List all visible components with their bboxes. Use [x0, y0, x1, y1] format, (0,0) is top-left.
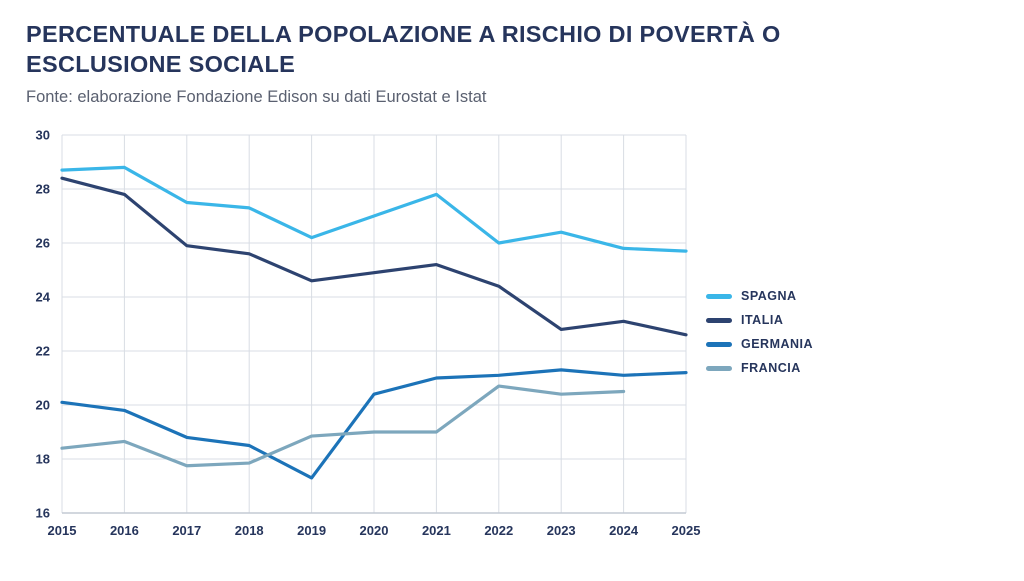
chart-legend: [706, 284, 906, 380]
legend-swatch-spagna: [706, 294, 732, 299]
legend-item-italia[interactable]: [706, 308, 906, 332]
x-axis-tick-label: 2019: [297, 523, 327, 538]
y-axis-tick-label: 16: [35, 505, 50, 521]
legend-swatch-italia: [706, 318, 732, 323]
y-axis-tick-label: 18: [35, 451, 50, 467]
legend-label-spagna: SPAGNA: [741, 289, 797, 303]
x-axis-tick-label: 2022: [484, 523, 514, 538]
x-axis-tick-label: 2017: [172, 523, 202, 538]
chart-source-note: Fonte: elaborazione Fondazione Edison su dati Eurostat e Istat: [26, 88, 487, 106]
legend-swatch-francia: [706, 366, 732, 371]
y-axis-tick-label: 20: [35, 397, 50, 413]
series-line-francia: [62, 386, 624, 466]
x-axis-tick-label: 2021: [421, 523, 451, 538]
legend-item-francia[interactable]: [706, 356, 906, 380]
y-axis-tick-label: 26: [35, 235, 50, 251]
y-axis-tick-label: 28: [35, 181, 50, 197]
y-axis-tick-label: 24: [35, 289, 50, 305]
legend-label-francia: FRANCIA: [741, 361, 801, 375]
x-axis-tick-label: 2020: [359, 523, 389, 538]
x-axis-tick-label: 2018: [234, 523, 264, 538]
legend-item-spagna[interactable]: [706, 284, 906, 308]
x-axis-tick-label: 2015: [47, 523, 77, 538]
x-axis-tick-label: 2023: [546, 523, 576, 538]
legend-label-italia: ITALIA: [741, 313, 784, 327]
legend-label-germania: GERMANIA: [741, 337, 814, 351]
x-axis-tick-label: 2024: [609, 523, 639, 538]
y-axis-tick-label: 30: [35, 127, 50, 143]
x-axis-tick-label: 2025: [671, 523, 701, 538]
x-axis-tick-label: 2016: [109, 523, 139, 538]
legend-item-germania[interactable]: [706, 332, 906, 356]
legend-swatch-germania: [706, 342, 732, 347]
page-title: PERCENTUALE DELLA POPOLAZIONE A RISCHIO DI POVERTÀ O ESCLUSIONE SOCIALE: [26, 21, 781, 77]
y-axis-tick-label: 22: [35, 343, 50, 359]
